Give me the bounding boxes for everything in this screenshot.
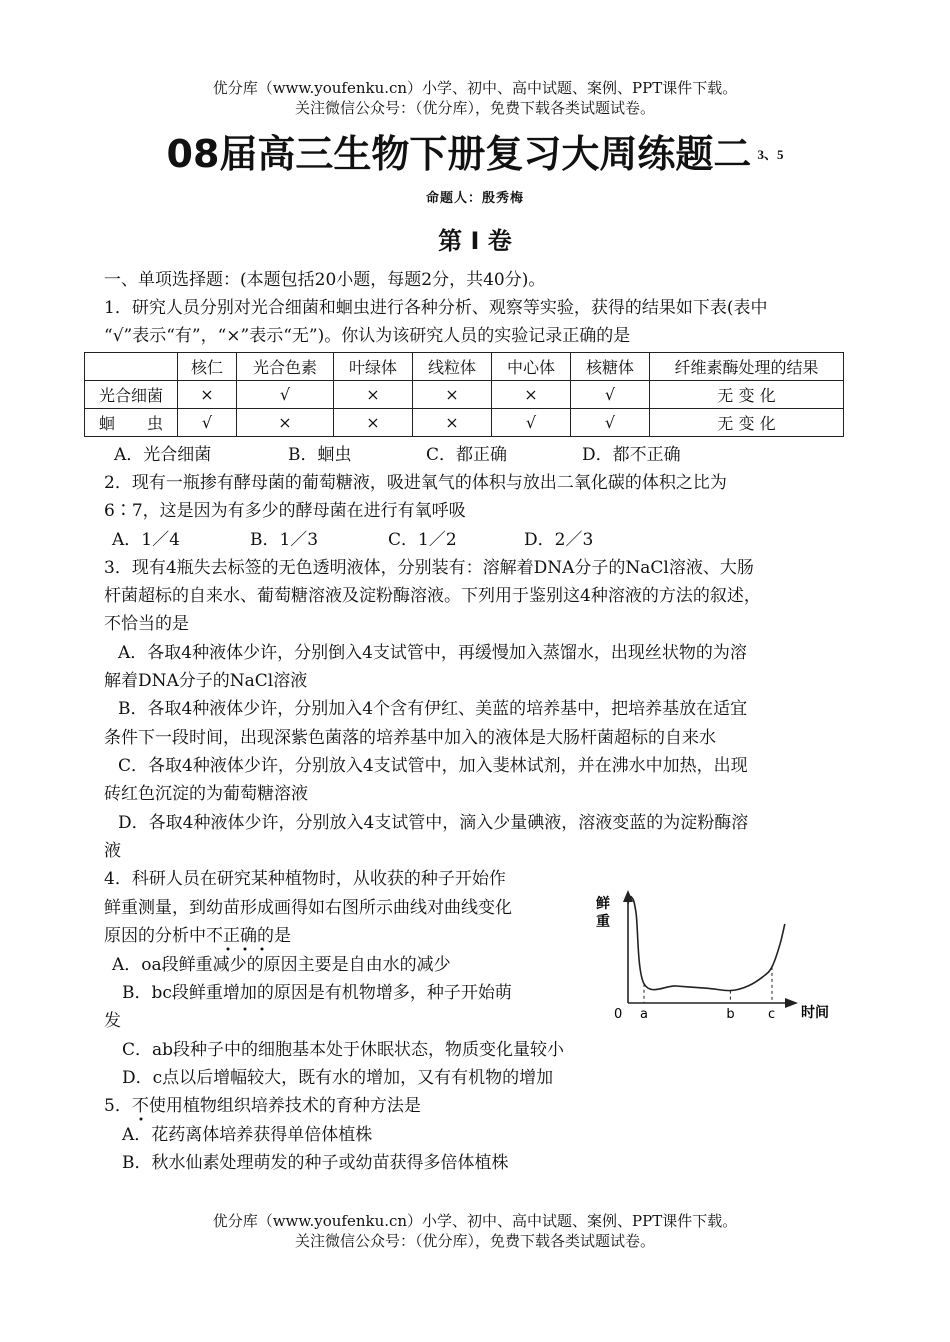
table-cell: × — [492, 381, 571, 409]
x-axis-arrow — [785, 998, 798, 1008]
q3-option-d-2: 液 — [104, 841, 121, 861]
y-axis-label-2: 重 — [596, 914, 610, 930]
q1-option-a: A．光合细菌 — [114, 445, 212, 465]
q5-option-a: A．花药离体培养获得单倍体植株 — [122, 1125, 373, 1145]
y-axis-arrow — [623, 890, 633, 902]
emphasis-dot — [261, 948, 264, 951]
q4-option-a: A．oa段鲜重减少的原因主要是自由水的减少 — [112, 955, 451, 975]
q2-option-c: C．1／2 — [388, 530, 457, 550]
x-tick-label-a: a — [640, 1007, 648, 1022]
table-header-cell: 核糖体 — [571, 353, 650, 381]
q3-option-a-2: 解着DNA分子的NaCl溶液 — [104, 671, 308, 691]
table-header-cell: 光合色素 — [237, 353, 334, 381]
q1-stem-2: “√”表示“有”，“×”表示“无”)。你认为该研究人员的实验记录正确的是 — [104, 326, 631, 346]
x-axis-label: 时间 — [801, 1005, 829, 1021]
header-line-2: 关注微信公众号：（优分库），免费下载各类试题试卷。 — [294, 99, 655, 117]
q4-stem-1: 4．科研人员在研究某种植物时，从收获的种子开始作 — [104, 869, 506, 889]
volume-heading: 第 I 卷 — [438, 227, 512, 255]
emphasis-dot — [140, 1118, 143, 1121]
author-line: 命题人：殷秀梅 — [425, 191, 524, 206]
table-row — [85, 409, 844, 437]
q3-option-b-2: 条件下一段时间，出现深紫色菌落的培养基中加入的液体是大肠杆菌超标的自来水 — [104, 728, 716, 748]
q1-option-c: C．都正确 — [426, 445, 508, 465]
table-cell: × — [334, 381, 413, 409]
table-cell: √ — [178, 409, 237, 437]
table-cell: √ — [237, 381, 334, 409]
table-header-row — [85, 353, 844, 381]
q2-stem-2: 6∶7，这是因为有多少的酵母菌在进行有氧呼吸 — [104, 501, 466, 521]
q4-option-c: C．ab段种子中的细胞基本处于休眠状态，物质变化量较小 — [122, 1040, 565, 1060]
q1-table — [84, 352, 844, 437]
title-text: 08届高三生物下册复习大周练题二 — [166, 132, 752, 176]
q3-stem-1: 3．现有4瓶失去标签的无色透明液体，分别装有：溶解着DNA分子的NaCl溶液、大肠 — [104, 558, 754, 578]
table-cell: × — [334, 409, 413, 437]
table-row — [85, 381, 844, 409]
table-cell: × — [413, 409, 492, 437]
q2-option-d: D．2／3 — [524, 530, 594, 550]
table-header-cell: 叶绿体 — [334, 353, 413, 381]
table-cell: 无 变 化 — [650, 409, 844, 437]
q4-option-b-1: B．bc段鲜重增加的原因是有机物增多，种子开始萌 — [122, 983, 512, 1003]
table-header-cell: 核仁 — [178, 353, 237, 381]
q3-option-a-1: A．各取4种液体少许，分别倒入4支试管中，再缓慢加入蒸馏水，出现丝状物的为溶 — [118, 643, 747, 663]
fresh-weight-curve — [628, 897, 785, 991]
table-cell: × — [178, 381, 237, 409]
footer-line-1: 优分库（www.youfenku.cn）小学、初中、高中试题、案例、PPT课件下载。 — [212, 1212, 738, 1230]
q3-option-c-2: 砖红色沉淀的为葡萄糖溶液 — [104, 784, 308, 804]
q4-stem-2: 鲜重测量，到幼苗形成画得如右图所示曲线对曲线变化 — [104, 898, 512, 918]
table-cell: 蛔 虫 — [85, 409, 178, 437]
table-header-cell: 纤维素酶处理的结果 — [650, 353, 844, 381]
header-line-1: 优分库（www.youfenku.cn）小学、初中、高中试题、案例、PPT课件下载。 — [212, 79, 738, 97]
q2-option-b: B．1／3 — [250, 530, 319, 550]
q1-stem-1: 1．研究人员分别对光合细菌和蛔虫进行各种分析、观察等实验，获得的结果如下表(表中 — [104, 298, 768, 318]
q5-option-b: B．秋水仙素处理萌发的种子或幼苗获得多倍体植株 — [122, 1153, 509, 1173]
emphasis-dot — [227, 948, 230, 951]
table-header-cell: 中心体 — [492, 353, 571, 381]
table-cell: × — [413, 381, 492, 409]
q2-option-a: A．1／4 — [112, 530, 180, 550]
q3-option-b-1: B．各取4种液体少许，分别加入4个含有伊红、美蓝的培养基中，把培养基放在适宜 — [118, 699, 748, 719]
q5-stem: 5．不使用植物组织培养技术的育种方法是 — [104, 1096, 421, 1116]
q4-option-b-2: 发 — [104, 1011, 121, 1031]
emphasis-dot — [244, 948, 247, 951]
q3-option-c-1: C．各取4种液体少许，分别放入4支试管中，加入斐林试剂，并在沸水中加热，出现 — [118, 756, 748, 776]
q1-option-d: D．都不正确 — [582, 445, 681, 465]
fresh-weight-chart — [592, 882, 840, 1022]
x-tick-label-b: b — [726, 1007, 735, 1022]
section-heading: 一、单项选择题：(本题包括20小题，每题2分，共40分)。 — [104, 270, 546, 290]
table-cell: 无 变 化 — [650, 381, 844, 409]
table-header-cell: 线粒体 — [413, 353, 492, 381]
title-suffix: 3、5 — [757, 147, 784, 162]
footer-line-2: 关注微信公众号：（优分库），免费下载各类试题试卷。 — [294, 1232, 655, 1250]
q3-stem-3: 不恰当的是 — [104, 614, 189, 634]
table-cell: √ — [571, 409, 650, 437]
table-cell: √ — [571, 381, 650, 409]
origin-label: 0 — [614, 1007, 623, 1022]
q2-stem-1: 2．现有一瓶掺有酵母菌的葡萄糖液，吸进氧气的体积与放出二氧化碳的体积之比为 — [104, 473, 727, 493]
table-cell: √ — [492, 409, 571, 437]
table-cell: × — [237, 409, 334, 437]
q3-option-d-1: D．各取4种液体少许，分别放入4支试管中，滴入少量碘液，溶液变蓝的为淀粉酶溶 — [118, 813, 749, 833]
table-header-cell — [85, 353, 178, 381]
q1-option-b: B．蛔虫 — [288, 445, 352, 465]
page-title — [0, 130, 950, 179]
table-cell: 光合细菌 — [85, 381, 178, 409]
q4-stem-3: 原因的分析中不正确的是 — [104, 926, 291, 946]
x-tick-label-c: c — [768, 1007, 776, 1022]
q3-stem-2: 杆菌超标的自来水、葡萄糖溶液及淀粉酶溶液。下列用于鉴别这4种溶液的方法的叙述， — [104, 586, 761, 606]
y-axis-label-1: 鲜 — [596, 896, 610, 912]
q4-option-d: D．c点以后增幅较大，既有水的增加，又有有机物的增加 — [122, 1068, 554, 1088]
